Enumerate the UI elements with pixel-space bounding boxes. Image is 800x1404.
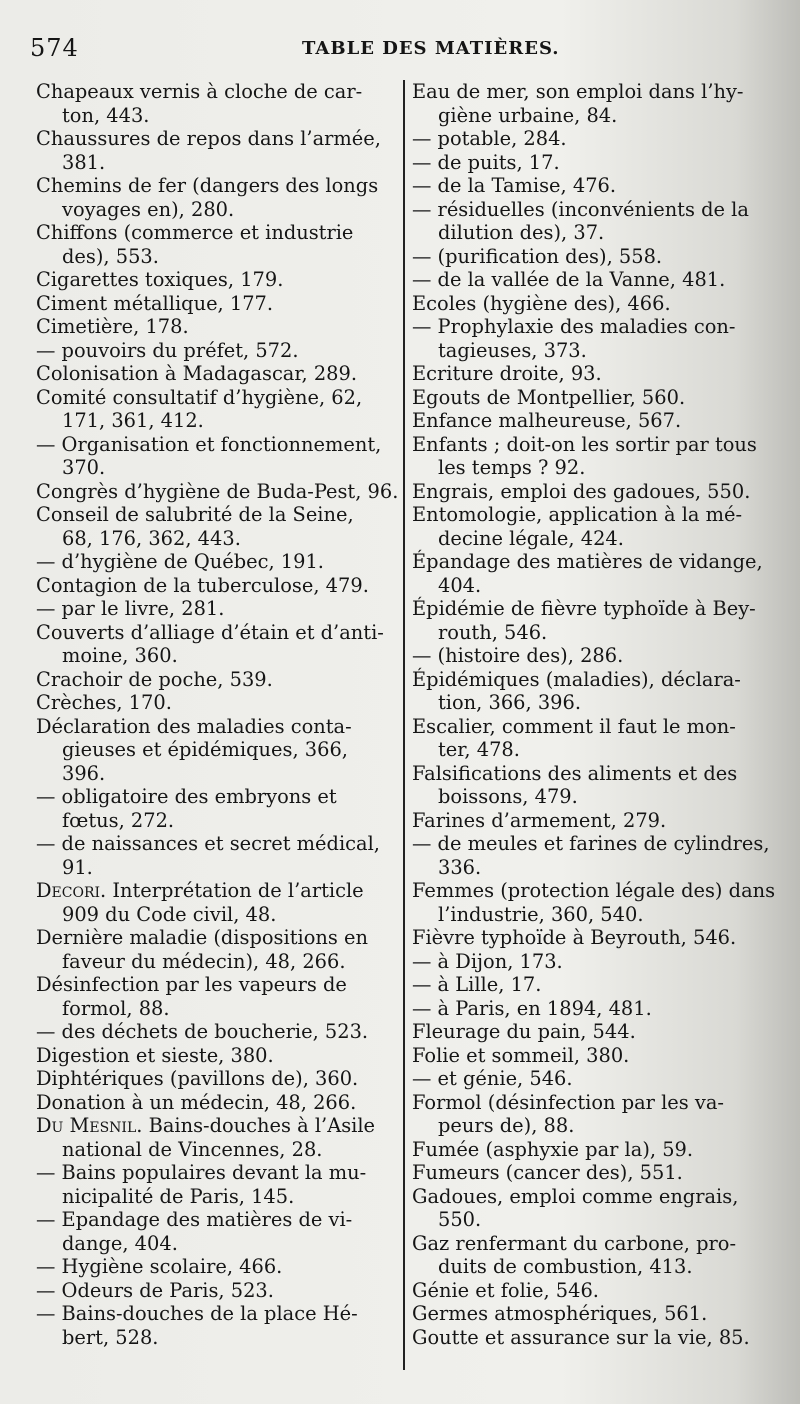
index-column-left (36, 80, 399, 1349)
index-entry-line: — (histoire des), 286. (412, 644, 624, 667)
index-entry-line: Ecriture droite, 93. (412, 362, 602, 385)
index-entry-line: giène urbaine, 84. (438, 103, 618, 127)
index-entry-line: Déclaration des maladies conta- (36, 714, 352, 738)
index-entry-line: Fumée (asphyxie par la), 59. (412, 1137, 694, 1161)
index-entry-line: Formol (désinfection par les va- (412, 1090, 724, 1114)
index-entry-line: Germes atmosphériques, 561. (412, 1302, 708, 1325)
index-entry-line: Decori. Interprétation de l’article (36, 879, 364, 902)
index-entry-line: Chapeaux vernis à cloche de car- (36, 80, 363, 103)
index-entry-line: Épandage des matières de vidange, (412, 550, 763, 573)
index-entry-line: boissons, 479. (438, 785, 578, 808)
index-entry-line: voyages en), 280. (62, 197, 235, 221)
index-entry-line: — à Dijon, 173. (412, 949, 563, 973)
index-entry-line: formol, 88. (62, 996, 170, 1020)
index-entry-line: Farines d’armement, 279. (412, 808, 667, 832)
index-entry-line: Digestion et sieste, 380. (36, 1043, 274, 1067)
index-entry-line: ter, 478. (438, 738, 520, 761)
index-entry-line: — Bains populaires devant la mu- (36, 1161, 367, 1184)
index-entry-line: routh, 546. (438, 620, 548, 644)
index-entry-line: Gaz renfermant du carbone, pro- (412, 1231, 737, 1255)
index-entry-line: — Prophylaxie des maladies con- (412, 315, 736, 338)
index-entry-line: faveur du médecin), 48, 266. (62, 949, 346, 973)
index-entry-line: Colonisation à Madagascar, 289. (36, 362, 358, 385)
index-entry-line: — à Lille, 17. (412, 973, 542, 996)
index-entry-line: — à Paris, en 1894, 481. (412, 996, 652, 1020)
index-entry-line: Contagion de la tuberculose, 479. (36, 573, 369, 597)
index-entry-line: Dernière maladie (dispositions en (36, 926, 368, 949)
index-entry-line: 336. (438, 855, 482, 879)
index-entry-line: — Epandage des matières de vi- (36, 1208, 353, 1231)
index-entry-line: 91. (62, 855, 93, 879)
index-entry-line: national de Vincennes, 28. (62, 1137, 323, 1161)
index-entry-line: Désinfection par les vapeurs de (36, 973, 347, 996)
index-entry-line: des), 553. (62, 244, 159, 268)
index-entry-line: 550. (438, 1208, 482, 1231)
index-column-right (412, 80, 776, 1349)
index-entry-line: 68, 176, 362, 443. (62, 526, 241, 550)
index-entry-line: Entomologie, application à la mé- (412, 503, 743, 526)
index-entry-line: Comité consultatif d’hygiène, 62, (36, 385, 363, 409)
index-entry-line: — obligatoire des embryons et (36, 785, 337, 808)
index-entry-line: bert, 528. (62, 1325, 159, 1349)
index-entry-line: — des déchets de boucherie, 523. (36, 1020, 369, 1043)
index-entry-line: tagieuses, 373. (438, 338, 587, 362)
column-divider (403, 80, 405, 1370)
index-entry-line: Crachoir de poche, 539. (36, 667, 273, 691)
index-entry-line: Femmes (protection légale des) dans (412, 879, 776, 902)
index-entry-line: Génie et folie, 546. (412, 1278, 599, 1302)
index-entry-line: 370. (62, 456, 106, 479)
index-entry-line: nicipalité de Paris, 145. (62, 1184, 295, 1208)
index-entry-line: — potable, 284. (412, 127, 567, 150)
index-entry-line: Cigarettes toxiques, 179. (36, 268, 284, 291)
index-entry-line: Eau de mer, son emploi dans l’hy- (412, 80, 744, 103)
index-entry-line: — pouvoirs du préfet, 572. (36, 338, 299, 362)
index-entry-line: — Organisation et fonctionnement, (36, 432, 382, 456)
index-entry-line: dange, 404. (62, 1231, 178, 1255)
index-entry-line: gieuses et épidémiques, 366, (62, 738, 348, 761)
running-title: TABLE DES MATIÈRES. (302, 38, 560, 59)
index-entry-line: tion, 366, 396. (438, 691, 581, 714)
index-entry-line: — (purification des), 558. (412, 244, 663, 268)
index-entry-line: — par le livre, 281. (36, 597, 225, 620)
page-header (30, 34, 770, 64)
index-entry-line: — et génie, 546. (412, 1067, 573, 1090)
index-entry-line: Escalier, comment il faut le mon- (412, 714, 736, 738)
index-entry-line: 381. (62, 150, 106, 174)
index-entry-line: Ciment métallique, 177. (36, 291, 274, 315)
index-entry-line: Fleurage du pain, 544. (412, 1020, 636, 1043)
index-entry-line: Ecoles (hygiène des), 466. (412, 291, 671, 315)
index-entry-line: — Bains-douches de la place Hé- (36, 1302, 358, 1325)
index-entry-line: 171, 361, 412. (62, 409, 204, 432)
index-entry-line: Gadoues, emploi comme engrais, (412, 1184, 739, 1208)
index-entry-line: 404. (438, 573, 482, 597)
index-entry-line: Épidémie de fièvre typhoïde à Bey- (412, 597, 756, 620)
index-entry-line: Falsifications des aliments et des (412, 761, 738, 785)
index-entry-line: 909 du Code civil, 48. (62, 902, 277, 926)
index-entry-line: fœtus, 272. (62, 808, 175, 832)
index-entry-line: — de puits, 17. (412, 150, 560, 174)
index-entry-line: Chaussures de repos dans l’armée, (36, 127, 381, 150)
index-entry-line: les temps ? 92. (438, 456, 586, 479)
index-entry-line: dilution des), 37. (438, 221, 605, 244)
index-entry-line: l’industrie, 360, 540. (438, 902, 644, 926)
index-entry-line: Folie et sommeil, 380. (412, 1043, 630, 1067)
index-entry-line: decine légale, 424. (438, 526, 624, 550)
index-entry-line: Cimetière, 178. (36, 315, 189, 338)
index-entry-line: Egouts de Montpellier, 560. (412, 385, 686, 409)
index-entry-line: peurs de), 88. (438, 1114, 575, 1137)
index-entry-line: — Hygiène scolaire, 466. (36, 1255, 283, 1278)
index-entry-line: duits de combustion, 413. (438, 1255, 693, 1278)
index-entry-line: Fumeurs (cancer des), 551. (412, 1161, 683, 1184)
index-entry-line: Chiffons (commerce et industrie (36, 221, 354, 244)
page-number: 574 (30, 34, 79, 62)
index-entry-line: — de meules et farines de cylindres, (412, 832, 770, 855)
index-entry-line: Conseil de salubrité de la Seine, (36, 503, 354, 526)
index-entry-line: — de la Tamise, 476. (412, 174, 617, 197)
index-entry-line: moine, 360. (62, 644, 178, 667)
index-entry-line: — d’hygiène de Québec, 191. (36, 550, 324, 573)
index-entry-line: Congrès d’hygiène de Buda-Pest, 96. (36, 479, 399, 503)
index-entry-line: Couverts d’alliage d’étain et d’anti- (36, 620, 384, 644)
index-entry-line: 396. (62, 761, 106, 785)
index-entry-line: Engrais, emploi des gadoues, 550. (412, 479, 751, 503)
index-entry-line: Fièvre typhoïde à Beyrouth, 546. (412, 926, 737, 949)
index-entry-line: — résiduelles (inconvénients de la (412, 197, 749, 221)
index-entry-line: — de la vallée de la Vanne, 481. (412, 268, 726, 291)
index-entry-line: Enfants ; doit-on les sortir par tous (412, 432, 757, 456)
index-entry-line: — Odeurs de Paris, 523. (36, 1278, 274, 1302)
index-entry-line: Diphtériques (pavillons de), 360. (36, 1067, 359, 1090)
index-entry-line: Enfance malheureuse, 567. (412, 409, 682, 432)
index-entry-line: ton, 443. (62, 103, 150, 127)
index-entry-line: Épidémiques (maladies), déclara- (412, 667, 741, 691)
index-entry-line: Crèches, 170. (36, 691, 172, 714)
index-entry-line: Chemins de fer (dangers des longs (36, 174, 379, 197)
index-entry-line: Du Mesnil. Bains-douches à l’Asile (36, 1114, 376, 1137)
index-entry-line: Donation à un médecin, 48, 266. (36, 1090, 357, 1114)
index-entry-line: Goutte et assurance sur la vie, 85. (412, 1325, 750, 1349)
index-entry-line: — de naissances et secret médical, (36, 832, 380, 855)
